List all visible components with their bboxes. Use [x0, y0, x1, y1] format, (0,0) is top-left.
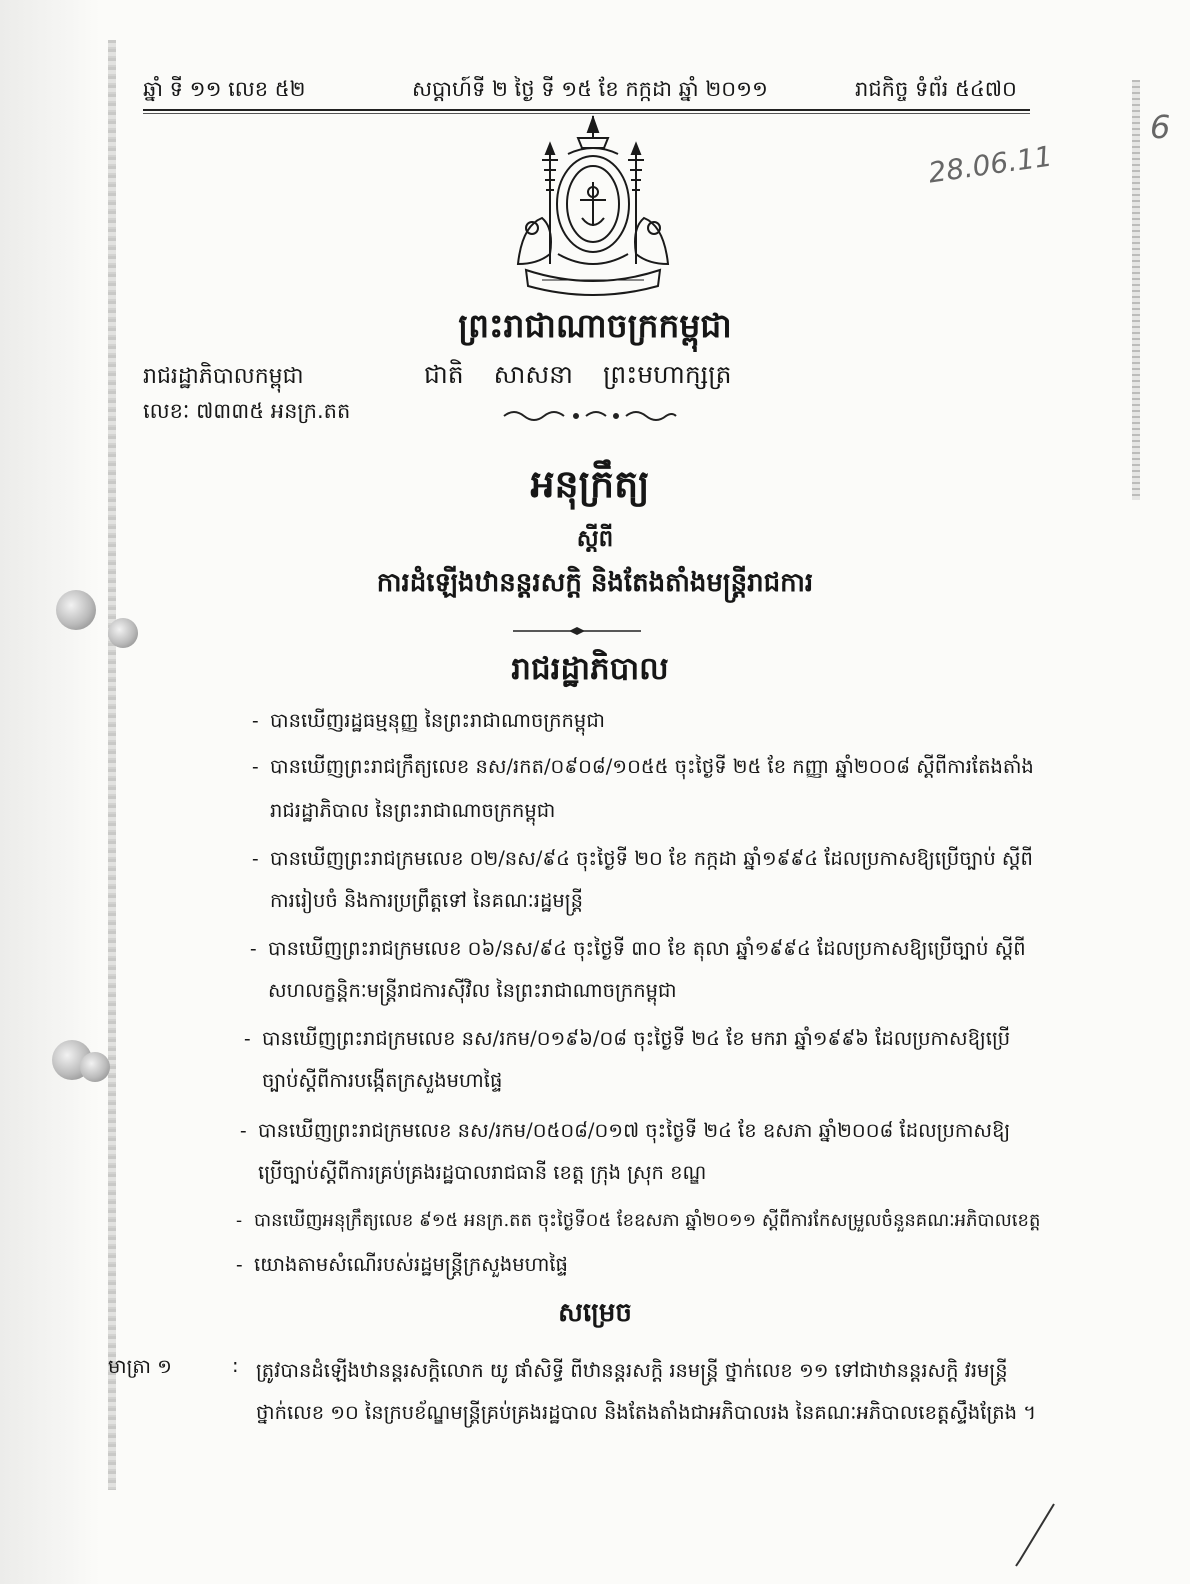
consideration-item: - បានឃើញព្រះរាជក្រមលេខ នស/រកម/០១៩៦/០៨ ចុះថ្ងៃទី ២៤ ខែ មករា ឆ្នាំ១៩៩៦ ដែលប្រកាសឱ្យប្រើ	[244, 1027, 1011, 1050]
motto-religion: សាសនា	[493, 360, 573, 389]
motto-nation: ជាតិ	[424, 360, 464, 389]
motto-king: ព្រះមហាក្សត្រ	[602, 360, 732, 389]
article-1-label: មាត្រា ១	[108, 1355, 172, 1378]
consideration-item: - បានឃើញព្រះរាជក្រមលេខ ០២/នស/៩៤ ចុះថ្ងៃទី ២០ ខែ កក្កដា ឆ្នាំ១៩៩៤ ដែលប្រកាសឱ្យប្រើច្បាប់ ស្តីពី	[252, 847, 1033, 870]
issuing-government: រាជរដ្ឋាភិបាលកម្ពុជា	[143, 364, 304, 389]
title-divider	[513, 626, 641, 636]
scan-shadow-left	[0, 0, 100, 1584]
consideration-text: យោងតាមសំណើរបស់រដ្ឋមន្ត្រីក្រសួងមហាផ្ទៃ	[254, 1253, 568, 1276]
scan-edge-left	[108, 40, 116, 1490]
punch-hole-upper-shadow	[108, 618, 138, 648]
consideration-item: - បានឃើញរដ្ឋធម្មនុញ្ញ នៃព្រះរាជាណាចក្រកម្ពុជា	[252, 709, 605, 732]
consideration-continuation: ប្រើច្បាប់ស្តីពីការគ្រប់គ្រងរដ្ឋបាលរាជធានី ខេត្ត ក្រុង ស្រុក ខណ្ឌ	[258, 1161, 707, 1184]
consideration-continuation: ការរៀបចំ និងការប្រព្រឹត្តទៅ នៃគណៈរដ្ឋមន្ត្រី	[270, 889, 583, 912]
national-motto	[424, 360, 732, 396]
consideration-item: - បានឃើញព្រះរាជក្រឹត្យលេខ នស/រកត/០៩០៨/១០៥៥ ចុះថ្ងៃទី ២៥ ខែ កញ្ញា ឆ្នាំ២០០៨ ស្តីពីការតែងតាំង	[252, 755, 1034, 778]
consideration-item: - បានឃើញព្រះរាជក្រមលេខ នស/រកម/០៥០៨/០១៧ ចុះថ្ងៃទី ២៤ ខែ ឧសភា ឆ្នាំ២០០៨ ដែលប្រកាសឱ្យ	[240, 1119, 1011, 1142]
consideration-text: បានឃើញអនុក្រឹត្យលេខ ៩១៥ អនក្រ.តត ចុះថ្ងៃទី០៥ ខែឧសភា ឆ្នាំ២០១១ ស្តីពីការកែសម្រួលចំនួនគណៈអភិបាលខេត្ត	[254, 1210, 1041, 1231]
decision-heading: សម្រេច	[558, 1298, 632, 1328]
margin-number: 6	[1150, 108, 1171, 146]
consideration-continuation: រាជរដ្ឋាភិបាល នៃព្រះរាជាណាចក្រកម្ពុជា	[270, 799, 556, 822]
consideration-text: បានឃើញព្រះរាជក្រមលេខ នស/រកម/០៥០៨/០១៧ ចុះថ្ងៃទី ២៤ ខែ ឧសភា ឆ្នាំ២០០៨ ដែលប្រកាសឱ្យ	[258, 1119, 1011, 1142]
handwritten-date: 28.06.11	[926, 139, 1055, 190]
decree-reference-number: លេខៈ ៧៣៣៥ អនក្រ.តត	[143, 399, 351, 423]
consideration-item: - បានឃើញអនុក្រឹត្យលេខ ៩១៥ អនក្រ.តត ចុះថ្ងៃទី០៥ ខែឧសភា ឆ្នាំ២០១១ ស្តីពីការកែសម្រួលចំនួនគណៈអភិបាលខេត្ត	[236, 1210, 1041, 1231]
consideration-text: បានឃើញព្រះរាជក្រមលេខ ០២/នស/៩៤ ចុះថ្ងៃទី ២០ ខែ កក្កដា ឆ្នាំ១៩៩៤ ដែលប្រកាសឱ្យប្រើច្បាប់ ស្តីពី	[270, 847, 1033, 870]
consideration-continuation: សហលក្ខន្តិកៈមន្ត្រីរាជការស៊ីវិល នៃព្រះរាជាណាចក្រកម្ពុជា	[268, 979, 677, 1002]
consideration-item: - យោងតាមសំណើរបស់រដ្ឋមន្ត្រីក្រសួងមហាផ្ទៃ	[236, 1253, 568, 1276]
consideration-text: បានឃើញព្រះរាជក្រមលេខ នស/រកម/០១៩៦/០៨ ចុះថ្ងៃទី ២៤ ខែ មករា ឆ្នាំ១៩៩៦ ដែលប្រកាសឱ្យប្រើ	[262, 1027, 1011, 1050]
document-subject: ការដំឡើងឋានន្តរសក្តិ និងតែងតាំងមន្ត្រីរាជការ	[376, 568, 814, 598]
header-rule	[143, 109, 1030, 111]
kingdom-name: ព្រះរាជាណាចក្រកម្ពុជា	[458, 306, 732, 345]
consideration-continuation: ច្បាប់ស្តីពីការបង្កើតក្រសួងមហាផ្ទៃ	[262, 1069, 503, 1092]
header-date: សប្តាហ៍ទី ២ ថ្ងៃ ទី ១៥ ខែ កក្កដា ឆ្នាំ ២០១១	[412, 77, 768, 101]
scan-edge-right	[1132, 80, 1140, 500]
document-title: អនុក្រឹត្យ	[530, 462, 650, 506]
consideration-text: បានឃើញព្រះរាជក្រឹត្យលេខ នស/រកត/០៩០៨/១០៥៥ ចុះថ្ងៃទី ២៥ ខែ កញ្ញា ឆ្នាំ២០០៨ ស្តីពីការតែងតាំង	[270, 755, 1034, 778]
consideration-text: បានឃើញព្រះរាជក្រមលេខ ០៦/នស/៩៤ ចុះថ្ងៃទី ៣០ ខែ តុលា ឆ្នាំ១៩៩៤ ដែលប្រកាសឱ្យប្រើច្បាប់ ស្តីពី	[268, 937, 1026, 960]
motto-flourish	[500, 406, 680, 426]
article-1-text: ត្រូវបានដំឡើងឋានន្តរសក្តិលោក យូ ផាំសិទ្ធី ពីឋានន្តរសក្តិ រនមន្ត្រី ថ្នាក់លេខ ១១ ទៅជាឋានន្តរសក្តិ វរមន្ត្រី ថ្នាក់លេខ ១០ នៃក្របខ័ណ្ឌមន្ត្រីគ្រប់គ្រងរដ្ឋបាល និងតែងតាំងជាអភិបាលរង នៃគណៈអភិបាលខេត្តស្ទឹងត្រែង ។	[256, 1359, 1037, 1424]
punch-hole-upper	[56, 590, 96, 630]
header-page: រាជកិច្ច ទំព័រ ៥៤៧០	[855, 77, 1017, 101]
header-issue: ឆ្នាំ ទី ១១ លេខ ៥២	[143, 77, 306, 101]
article-1-colon: :	[232, 1354, 239, 1377]
subject-preposition: ស្តីពី	[576, 526, 614, 552]
royal-coat-of-arms	[498, 114, 688, 296]
punch-hole-lower-shadow	[80, 1052, 110, 1082]
pen-stroke-mark	[1010, 1500, 1060, 1570]
body-heading: រាជរដ្ឋាភិបាល	[511, 651, 669, 687]
consideration-item: - បានឃើញព្រះរាជក្រមលេខ ០៦/នស/៩៤ ចុះថ្ងៃទី ៣០ ខែ តុលា ឆ្នាំ១៩៩៤ ដែលប្រកាសឱ្យប្រើច្បាប់ ស្តីពី	[250, 937, 1026, 960]
consideration-text: បានឃើញរដ្ឋធម្មនុញ្ញ នៃព្រះរាជាណាចក្រកម្ពុជា	[270, 709, 605, 732]
